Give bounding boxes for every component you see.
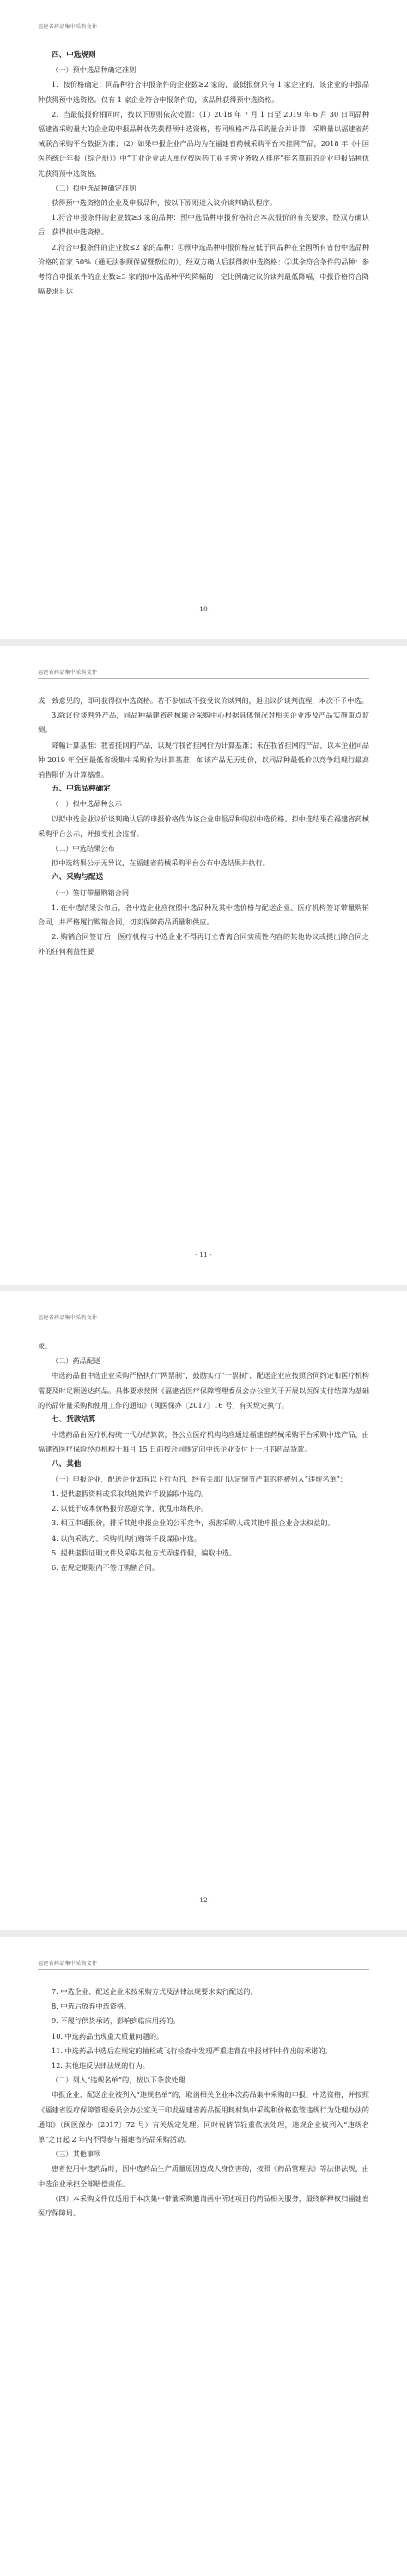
- paragraph: 1. 在中选结果公布后，各中选企业应按照中选品种及其中选价格与配送企业、医疗机构签订带量购销合同，并严格履行购销合同，切实保障药品质量和供应。: [38, 902, 369, 927]
- page-number: - 11 -: [195, 1251, 212, 1258]
- paragraph: 降幅计算基准：我省挂网的产品，以现行我省挂网价为计算基准；未在我省挂网的产品，以本企业同品种 2019 年全国最低省级集中采购价为计算基准，如该产品无历史价，以同品种最低价以竞争组现行最高销售限价为计算基准。: [38, 740, 369, 779]
- subsection-heading: （一）拟中选品种公示: [52, 799, 122, 809]
- page-body: [38, 694, 369, 960]
- paragraph: 成一致意见的，即可获得拟中选资格。若不参加或不接受议价谈判的，退出议价谈判流程，本次不予中选。: [38, 696, 368, 705]
- paragraph: 4. 以向采购方、采购机构行贿等手段谋取中选。: [52, 1533, 202, 1543]
- paragraph: 1．按价格确定：同品种符合申报条件的企业数≥2 家的，最低报价只有 1 家企业的，该企业的申报品种获得预中选资格。仅有 1 家企业符合申报条件的，该品种获得预中选资格。: [38, 80, 369, 104]
- paragraph: 8. 中选后放弃中选资格。: [52, 2002, 131, 2011]
- subsection-heading: （一）预中选品种确定准则: [52, 65, 137, 75]
- paragraph: 3. 相互串通报价，排斥其他申报企业的公平竞争，损害采购人或其他申报企业合法权益的。: [52, 1518, 335, 1528]
- paragraph: 10. 中选药品出现重大质量问题的。: [52, 2031, 164, 2040]
- paragraph: 3.除议价谈判外产品，同品种福建省药械联合采购中心根据具体情况对相关企业涉及产品实施重点监测。: [38, 711, 369, 735]
- paragraph: 9. 不履行供货承诺，影响到临床用药的。: [52, 2016, 180, 2026]
- paragraph: 申报企业、配送企业被列入“违规名单”的，取消相关企业本次药品集中采购的申报、中选资格，并按照《福建省医疗保障管理委员会办公室关于印发福建省药品医用耗材集中采购和价格监管违规行为处理办法的通知》（闽医保办〔2017〕72 号）有关规定处理。同时视情节轻重依法处理，违规企业被列入“违规名单”之日起 2 年内不得参与福建省药品采购活动。: [38, 2090, 369, 2144]
- document-page: [0, 1937, 407, 2576]
- paragraph: 2.符合申报条件的企业数≤2 家的品种：①预中选品种申报价格应低于同品种在全国所有省份中选品种价格的首家 50%（通无法参照保留暨数位的），经双方确认后获得拟中选资格；②其余符合条件的品种：参考符合申报条件的企业数≥3 家的拟中选品种平均降幅的一定比例确定议价谈判最低降幅，申报价格符合降幅要求且达: [38, 242, 369, 296]
- paragraph: 1. 提供虚假资料或采取其他欺诈手段骗取中选的。: [52, 1489, 209, 1499]
- paragraph: 中选药品由医疗机构统一代办结算款，各公立医疗机构均应通过福建省药械采购平台采购中选产品，由福建省医疗保险经办机构于每月 15 日前按合同规定向中选企业支付上一月的药品货款。: [38, 1430, 369, 1454]
- page-body: [38, 48, 369, 299]
- subsection-heading: （二）药品配送: [52, 1356, 101, 1366]
- paragraph: 6. 在规定期限内不签订购销合同。: [52, 1563, 160, 1573]
- section-heading: 八、其他: [52, 1459, 82, 1469]
- paragraph: 7. 中选企业、配送企业未按采购方式及法律法规要求实行配送的。: [52, 1987, 258, 1996]
- page-header: 福建省药品集中采购文件: [38, 668, 369, 679]
- paragraph: 2. 购销合同签订后，医疗机构与中选企业不得再订立背离合同实质性内容的其他协议或提出除合同之外的任何利益性要: [38, 932, 369, 956]
- subsection-heading: （二）拟中选品种确定准则: [52, 183, 137, 192]
- paragraph: 拟中选结果公示无异议，在福建省药械采购平台公布中选结果并执行。: [52, 858, 270, 868]
- subsection-heading: （一）签订带量购销合同: [52, 888, 130, 897]
- page-header: 福建省药品集中采购文件: [38, 1313, 369, 1324]
- section-heading: 五、中选品种确定: [52, 785, 111, 794]
- paragraph: 2. 以低于成本价格报价恶意竞争，扰乱市场秩序。: [52, 1504, 209, 1513]
- section-heading: 六、采购与配送: [52, 873, 104, 882]
- page-number: - 12 -: [195, 1896, 212, 1904]
- page-body: [38, 1985, 369, 2221]
- paragraph: 求。: [38, 1342, 52, 1350]
- document-page: [0, 1291, 407, 1930]
- page-number: - 10 -: [195, 605, 212, 613]
- document-page: [0, 646, 407, 1285]
- paragraph: 以拟中选企业议价谈判确认后的申报价格作为该企业申报品种的拟中选价格。拟中选结果在福建省药械采购平台公示，并接受社会监督。: [38, 814, 369, 838]
- section-heading: 四、中选规则: [52, 51, 96, 59]
- section-heading: 七、货款结算: [52, 1415, 96, 1425]
- paragraph: 5. 提供虚假证明文件及采取其他方式弄虚作假，骗取中选。: [52, 1548, 237, 1557]
- paragraph: 11. 中选药品中选后在规定的抽检或飞行检查中发现严重违背在申报材料中作出的承诺的。: [52, 2046, 332, 2055]
- subsection-heading: （三）其他事项: [52, 2149, 101, 2159]
- paragraph: 中选药品由中选企业采购严格执行“两票制”，鼓励实行“一票制”，配送企业应按照合同约定和医疗机构需要及时足额送达药品。具体要求按照《福建省医疗保障管理委员会办公室关于开展以医保支付结算为基础的药品带量采购和使用工作的通知》（闽医保办〔2017〕16 号）有关规定执行。: [38, 1371, 369, 1409]
- paragraph: （四）本采购文件仅适用于本次集中带量采购邀请函中所述项目的药品相关服务，最终解释权归福建省医疗保障局。: [38, 2193, 369, 2218]
- subsection-heading: （二）中选结果公布: [52, 844, 115, 853]
- page-header: 福建省药品集中采购文件: [38, 22, 369, 33]
- paragraph: 获得预中选资格的企业及申报品种，按以下原则进入议价谈判确认程序。: [52, 198, 277, 208]
- paragraph: 1.符合申报条件的企业数≥3 家的品种：预中选品种申报价格符合本次报价的有关要求，经双方确认后，获得拟中选资格。: [38, 213, 369, 237]
- page-header: 福建省药品集中采购文件: [38, 1959, 369, 1970]
- page-body: [38, 1339, 369, 1575]
- subsection-heading: （一）申报企业、配送企业如有以下行为的，经有关部门认定情节严重的将被列入“违规名单”：: [52, 1474, 348, 1483]
- paragraph: 12. 其他违反法律法规的行为。: [52, 2061, 149, 2070]
- paragraph: 2．当最低报价相同时，按以下原则依次处置：（1）2018 年 7 月 1 日至 2019 年 6 月 30 日同品种福建省采购量大的企业的申报品种优先获得预中选资格，若同规格产品采购量合并计算，采购量以福建省药械联合采购平台数据为准；（2）如果申报企业产品均为在福建省药械采购平台未挂网产品，2018 年《中国医药统计年报（综合册）》中“工业企业法人单位按医药工业主营业务收入排序”排名靠前的企业申报品种优先获得预中选资格。: [38, 109, 369, 178]
- subsection-heading: （二）列入“违规名单”的，按以下条款处理: [52, 2076, 185, 2085]
- document-page: [0, 0, 407, 639]
- paragraph: 患者使用中选药品时，因中选药品生产质量原因造成人身伤害的，按照《药品管理法》等法律法规，由中选企业承担全部赔偿责任。: [38, 2164, 369, 2188]
